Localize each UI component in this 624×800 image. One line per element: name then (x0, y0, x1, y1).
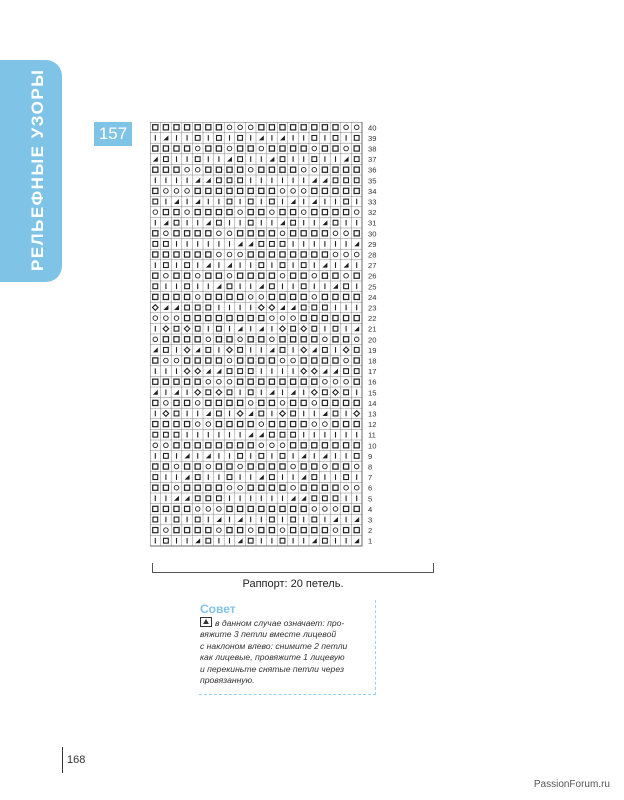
row-number-38: 38 (368, 144, 377, 154)
chart-gridlines (150, 122, 362, 546)
row-number-7: 7 (368, 473, 373, 483)
row-number-27: 27 (368, 261, 377, 271)
pattern-number: 157 (94, 122, 132, 146)
tip-line-4: как лицевые, провяжите 1 лицевую (200, 652, 345, 663)
row-number-25: 25 (368, 282, 377, 292)
row-number-2: 2 (368, 526, 373, 536)
tip-title: Совет (200, 602, 236, 616)
watermark: PassionForum.ru (533, 779, 610, 790)
row-number-35: 35 (368, 176, 377, 186)
row-number-30: 30 (368, 229, 377, 239)
row-number-32: 32 (368, 208, 377, 218)
tip-line-5: и перекиньте снятые петли через (200, 663, 344, 674)
tip-text (200, 617, 372, 686)
section-title: РЕЛЬЕФНЫЕ УЗОРЫ (28, 68, 47, 271)
knitting-chart (150, 122, 460, 562)
row-number-3: 3 (368, 515, 373, 525)
row-number-31: 31 (368, 218, 377, 228)
row-number-8: 8 (368, 462, 373, 472)
row-number-9: 9 (368, 451, 373, 461)
row-number-17: 17 (368, 367, 377, 377)
row-number-34: 34 (368, 186, 377, 196)
row-number-21: 21 (368, 324, 377, 334)
row-number-11: 11 (368, 430, 376, 440)
row-number-labels (368, 123, 376, 545)
row-number-10: 10 (368, 441, 377, 451)
tip-line-1: в данном случае означает: про- (200, 617, 372, 629)
rapport-label: Раппорт: 20 петель. (242, 578, 344, 590)
section-tab (0, 60, 62, 282)
sk2p-decrease-icon (200, 617, 212, 627)
tip-line-3: с наклоном влево: снимите 2 петли (200, 640, 348, 651)
row-number-12: 12 (368, 420, 377, 430)
row-number-29: 29 (368, 239, 377, 249)
row-number-20: 20 (368, 335, 377, 345)
row-number-1: 1 (368, 536, 373, 546)
row-number-16: 16 (368, 377, 377, 387)
row-number-40: 40 (368, 123, 377, 133)
page-number: 168 (67, 754, 86, 766)
chart-grid (150, 122, 460, 562)
row-number-18: 18 (368, 356, 377, 366)
row-number-36: 36 (368, 165, 377, 175)
row-number-4: 4 (368, 504, 373, 514)
row-number-23: 23 (368, 303, 377, 313)
row-number-24: 24 (368, 292, 377, 302)
row-number-37: 37 (368, 155, 377, 165)
row-number-26: 26 (368, 271, 377, 281)
row-number-39: 39 (368, 133, 377, 143)
page-number-divider (62, 747, 63, 773)
row-number-13: 13 (368, 409, 377, 419)
row-number-28: 28 (368, 250, 377, 260)
tip-line-2: вяжите 3 петли вместе лицевой (200, 629, 337, 640)
row-number-14: 14 (368, 398, 377, 408)
row-number-33: 33 (368, 197, 377, 207)
row-number-19: 19 (368, 345, 377, 355)
row-number-15: 15 (368, 388, 377, 398)
tip-line-6: провязанную. (200, 675, 255, 686)
row-number-6: 6 (368, 483, 373, 493)
rapport-bracket (152, 563, 434, 573)
row-number-5: 5 (368, 494, 373, 504)
row-number-22: 22 (368, 314, 377, 324)
